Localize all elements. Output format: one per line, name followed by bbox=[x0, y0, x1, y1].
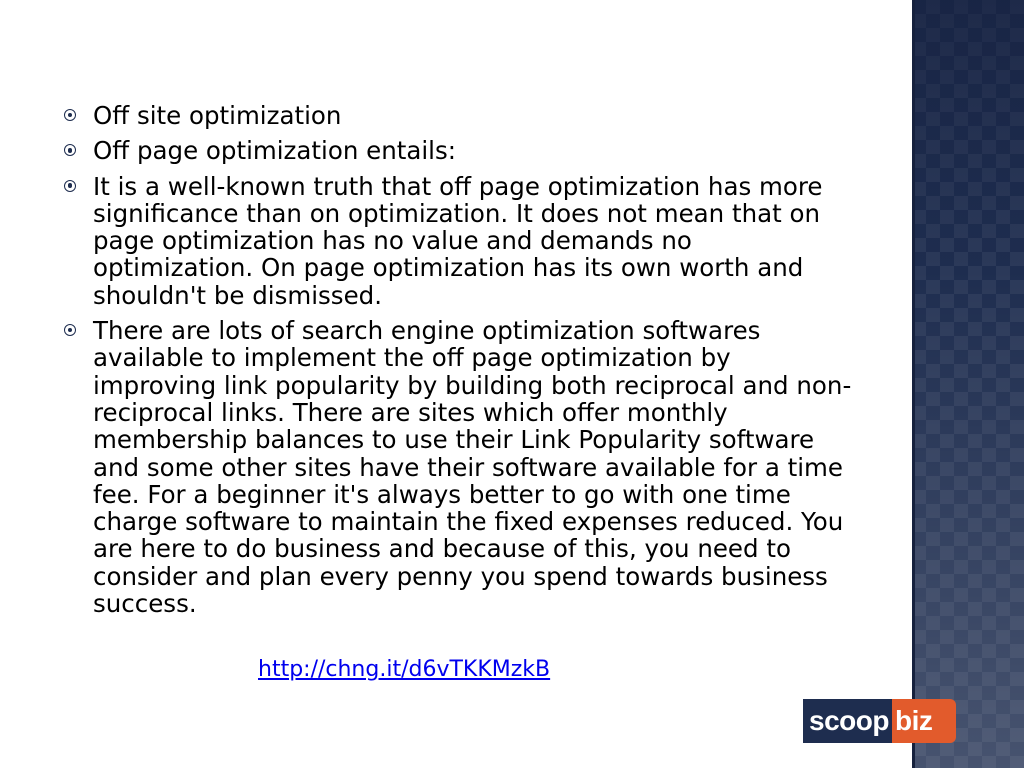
slide-content bbox=[62, 102, 852, 625]
bullet-item bbox=[62, 102, 852, 129]
bullet-item bbox=[62, 317, 852, 617]
decorative-sidebar bbox=[912, 0, 1024, 768]
bullet-item bbox=[62, 137, 852, 164]
bullet-text: Off page optimization entails: bbox=[93, 136, 457, 166]
circled-dot-bullet-icon bbox=[64, 324, 76, 336]
circled-dot-bullet-icon bbox=[64, 144, 76, 156]
circled-dot-bullet-icon bbox=[64, 109, 76, 121]
bullet-list bbox=[62, 102, 852, 617]
bullet-item bbox=[62, 173, 852, 309]
source-link[interactable]: http://chng.it/d6vTKKMzkB bbox=[258, 657, 551, 682]
logo-biz-text: biz bbox=[892, 699, 956, 743]
bullet-text: There are lots of search engine optimization softwares available to implement the off page optimization by improving link popularity by building both reciprocal and non-reciprocal links. There are sites which offer monthly membership balances to use their Link Popularity software and some other sites have their software available for a time fee. For a beginner it's always better to go with one time charge software to maintain the fixed expenses reduced. You are here to do business and because of this, you need to consider and plan every penny you spend towards business success. bbox=[93, 316, 852, 619]
bullet-text: It is a well-known truth that off page optimization has more significance than on optimization. It does not mean that on page optimization has no value and demands no optimization. On page optimization has its own worth and shouldn't be dismissed. bbox=[93, 171, 823, 310]
bullet-text: Off site optimization bbox=[93, 101, 342, 130]
circled-dot-bullet-icon bbox=[64, 180, 76, 192]
logo-scoop-text: scoop bbox=[803, 699, 892, 743]
scoopbiz-logo[interactable] bbox=[803, 699, 956, 743]
sidebar-edge bbox=[912, 0, 915, 768]
